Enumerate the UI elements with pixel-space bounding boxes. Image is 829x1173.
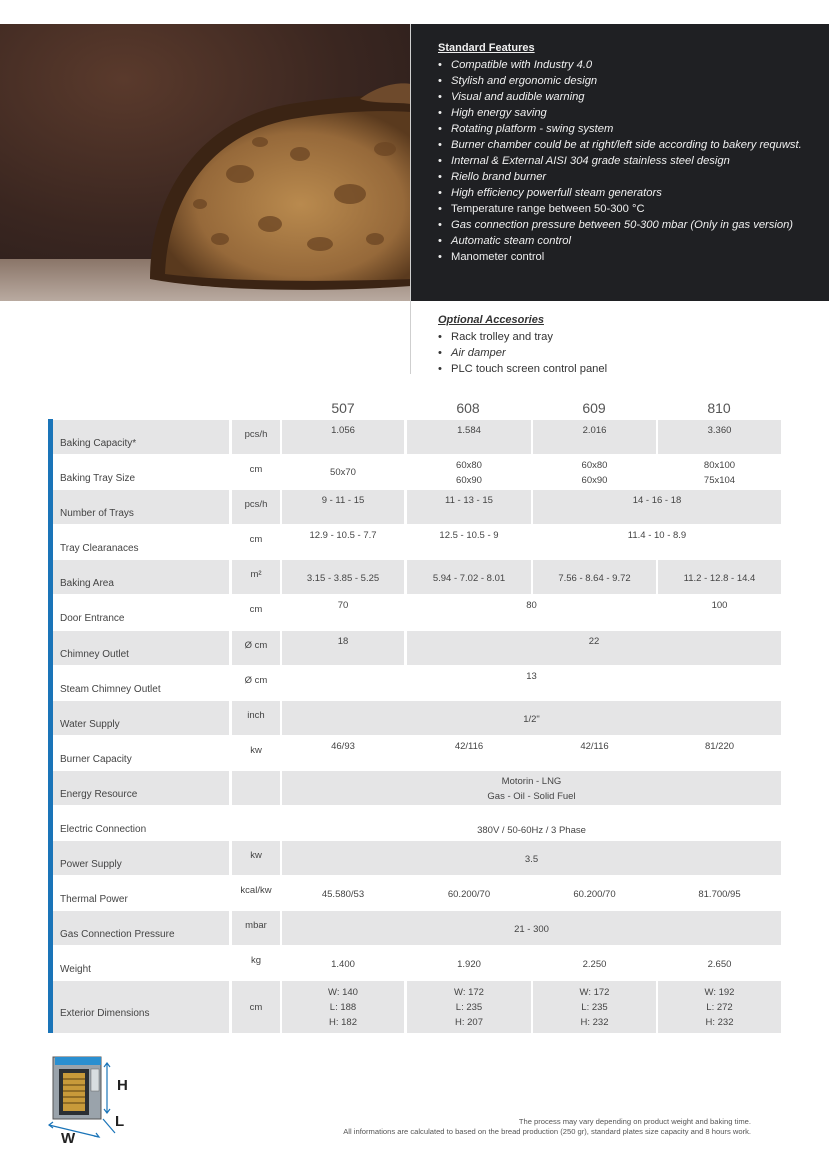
row-label: Weight <box>60 964 91 975</box>
optional-accessories-list <box>438 329 818 377</box>
row-label: Chimney Outlet <box>53 631 229 665</box>
cell-value: H: 182 <box>329 1016 357 1028</box>
cell-507: 3.15 - 3.85 - 5.25 <box>282 560 404 594</box>
row-unit: cm <box>232 981 280 1033</box>
cell-value: 60x90 <box>456 475 482 486</box>
cell-value: 75x104 <box>703 475 736 486</box>
row-unit: kg <box>250 955 262 966</box>
footnote-line: The process may vary depending on product weight and baking time. <box>518 1117 751 1126</box>
cell-value: 80x100 <box>703 460 736 471</box>
feature-item: • Burner chamber could be at right/left side according to bakery requwst. <box>438 137 818 153</box>
row-unit: inch <box>232 701 280 735</box>
cell-507 <box>282 981 404 1033</box>
cell-value: H: 232 <box>705 1016 734 1028</box>
feature-item: • Compatible with Industry 4.0 <box>438 57 818 73</box>
model-608: 608 <box>456 400 480 416</box>
row-unit: Ø cm <box>244 675 268 686</box>
width-label: W <box>61 1130 76 1147</box>
row-thermal-power <box>53 876 781 910</box>
cell-810: 11.2 - 12.8 - 14.4 <box>658 560 781 594</box>
footnote-line: All informations are calculated to based on the bread production (250 gr), standard plates size capacity and 8 hours work. <box>343 1127 751 1136</box>
row-label: Thermal Power <box>60 894 128 905</box>
feature-item: • Rotating platform - swing system <box>438 121 818 137</box>
model-810: 810 <box>707 400 731 416</box>
row-steam-chimney <box>53 666 781 700</box>
cell-507: 70 <box>337 600 349 611</box>
cell-507: 46/93 <box>331 741 355 752</box>
row-label: Tray Clearanaces <box>60 543 139 554</box>
cell-507: 9 - 11 - 15 <box>282 490 404 524</box>
cell-value: L: 235 <box>581 1001 608 1013</box>
row-unit: pcs/h <box>232 490 280 524</box>
cell-810: 81/220 <box>704 741 735 752</box>
feature-item: • Temperature range between 50-300 °C <box>438 201 818 217</box>
cell-value: W: 172 <box>579 986 610 998</box>
row-label: Gas Connection Pressure <box>53 911 229 945</box>
cell-value: L: 188 <box>329 1001 357 1013</box>
optional-accessories <box>438 312 818 377</box>
cell-507: 1.400 <box>331 959 355 970</box>
cell-all-models: 3.5 <box>282 841 781 875</box>
row-unit: pcs/h <box>232 420 280 454</box>
divider-line <box>410 24 411 374</box>
row-label: Power Supply <box>53 841 229 875</box>
cell-value: H: 207 <box>455 1016 483 1028</box>
row-unit <box>232 771 280 805</box>
cell-810: 81.700/95 <box>698 889 741 900</box>
cell-507: 45.580/53 <box>321 889 365 900</box>
cell-608: 11 - 13 - 15 <box>407 490 531 524</box>
cell-608: 1.584 <box>407 420 531 454</box>
cell-all-models: 13 <box>526 671 537 682</box>
cell-value: 50x70 <box>330 466 356 478</box>
standard-features-title: Standard Features <box>438 42 535 54</box>
cell-810: 2.650 <box>707 959 732 970</box>
cell-609: 60.200/70 <box>573 889 616 900</box>
cell-609: 7.56 - 8.64 - 9.72 <box>533 560 656 594</box>
cell-810: 3.360 <box>658 420 781 454</box>
cell-value: 60x80 <box>456 460 482 471</box>
cell-value: L: 272 <box>706 1001 733 1013</box>
cell-608-609: 80 <box>526 600 537 611</box>
cell-609-810: 11.4 - 10 - 8.9 <box>627 530 687 541</box>
cell-608: 1.920 <box>457 959 481 970</box>
row-label: Exterior Dimensions <box>53 981 229 1033</box>
feature-item: • Stylish and ergonomic design <box>438 73 818 89</box>
cell-608: 60.200/70 <box>447 889 491 900</box>
feature-item: • Gas connection pressure between 50-300 mbar (Only in gas version) <box>438 217 818 233</box>
feature-item: • Riello brand burner <box>438 169 818 185</box>
cell-value: Motorin - LNG <box>501 776 562 787</box>
row-unit: kw <box>232 841 280 875</box>
row-label: Baking Capacity* <box>53 420 229 454</box>
row-chimney-outlet <box>53 631 781 665</box>
row-unit: cm <box>249 534 263 545</box>
cell-609 <box>533 455 656 489</box>
cell-value: 60x80 <box>581 460 608 471</box>
row-gas-pressure <box>53 911 781 945</box>
row-exterior-dimensions <box>53 981 781 1033</box>
row-label: Burner Capacity <box>60 754 132 765</box>
cell-value: W: 192 <box>704 986 735 998</box>
row-weight <box>53 946 781 980</box>
model-609: 609 <box>582 400 606 416</box>
row-unit <box>232 806 280 840</box>
cell-608-810: 22 <box>407 631 781 665</box>
cell-all-models: 21 - 300 <box>282 911 781 945</box>
row-unit: Ø cm <box>232 631 280 665</box>
cell-608: 5.94 - 7.02 - 8.01 <box>407 560 531 594</box>
optional-accessories-title: Optional Accesories <box>438 314 544 326</box>
row-number-of-trays <box>53 490 781 524</box>
cell-609 <box>533 981 656 1033</box>
model-507: 507 <box>331 400 355 416</box>
feature-item: • High efficiency powerfull steam generators <box>438 185 818 201</box>
row-unit: kcal/kw <box>240 885 272 896</box>
feature-item: • Manometer control <box>438 249 818 265</box>
row-power-supply <box>53 841 781 875</box>
row-unit: kw <box>250 745 262 756</box>
cell-all-models: 1/2" <box>282 701 781 735</box>
accessory-item: • PLC touch screen control panel <box>438 361 818 377</box>
cell-810 <box>658 455 781 489</box>
cell-value: L: 235 <box>455 1001 483 1013</box>
footnote <box>231 1117 751 1137</box>
cell-609-810: 14 - 16 - 18 <box>533 490 781 524</box>
row-label: Door Entrance <box>60 613 125 624</box>
row-unit: cm <box>249 464 263 475</box>
accessory-item: • Air damper <box>438 345 818 361</box>
cell-507 <box>282 455 404 489</box>
cell-810: 100 <box>711 600 728 611</box>
row-label: Baking Area <box>53 560 229 594</box>
row-water-supply <box>53 701 781 735</box>
cell-608: 12.5 - 10.5 - 9 <box>439 530 499 541</box>
cell-507: 18 <box>282 631 404 665</box>
cell-609: 2.016 <box>533 420 656 454</box>
standard-features <box>438 40 818 265</box>
row-door-entrance <box>53 595 781 629</box>
cell-507: 1.056 <box>282 420 404 454</box>
bread-photo <box>0 24 411 301</box>
oven-dimension-diagram <box>45 1055 145 1150</box>
row-label: Electric Connection <box>60 824 147 835</box>
row-label: Steam Chimney Outlet <box>60 684 161 695</box>
row-tray-size <box>53 455 781 489</box>
length-label: L <box>115 1113 125 1130</box>
cell-value: W: 172 <box>454 986 484 998</box>
row-label: Number of Trays <box>53 490 229 524</box>
cell-all-models: 380V / 50-60Hz / 3 Phase <box>477 825 586 836</box>
cell-all-models <box>282 771 781 805</box>
cell-507: 12.9 - 10.5 - 7.7 <box>309 530 377 541</box>
row-unit: cm <box>249 604 263 615</box>
row-baking-area <box>53 560 781 594</box>
accessory-item: • Rack trolley and tray <box>438 329 818 345</box>
model-header-row <box>281 400 781 418</box>
feature-item: • Internal & External AISI 304 grade stainless steel design <box>438 153 818 169</box>
cell-value: Gas - Oil - Solid Fuel <box>487 791 576 802</box>
cell-608 <box>407 981 531 1033</box>
height-label: H <box>117 1077 128 1094</box>
feature-item: • Automatic steam control <box>438 233 818 249</box>
row-baking-capacity <box>53 420 781 454</box>
row-energy-resource <box>53 771 781 805</box>
row-label: Baking Tray Size <box>60 473 136 484</box>
feature-item: • Visual and audible warning <box>438 89 818 105</box>
row-unit: m² <box>232 560 280 594</box>
row-electric-connection <box>53 806 781 840</box>
row-tray-clearances <box>53 525 781 559</box>
cell-609: 42/116 <box>580 741 609 752</box>
cell-value: H: 232 <box>580 1016 609 1028</box>
row-label: Energy Resource <box>53 771 229 805</box>
cell-value: W: 140 <box>328 986 358 998</box>
cell-810 <box>658 981 781 1033</box>
cell-value: 60x90 <box>581 475 608 486</box>
standard-features-list <box>438 57 818 265</box>
cell-608 <box>407 455 531 489</box>
cell-609: 2.250 <box>582 959 607 970</box>
feature-item: • High energy saving <box>438 105 818 121</box>
row-burner-capacity <box>53 736 781 770</box>
cell-608: 42/116 <box>454 741 484 752</box>
row-unit: mbar <box>232 911 280 945</box>
row-label: Water Supply <box>53 701 229 735</box>
